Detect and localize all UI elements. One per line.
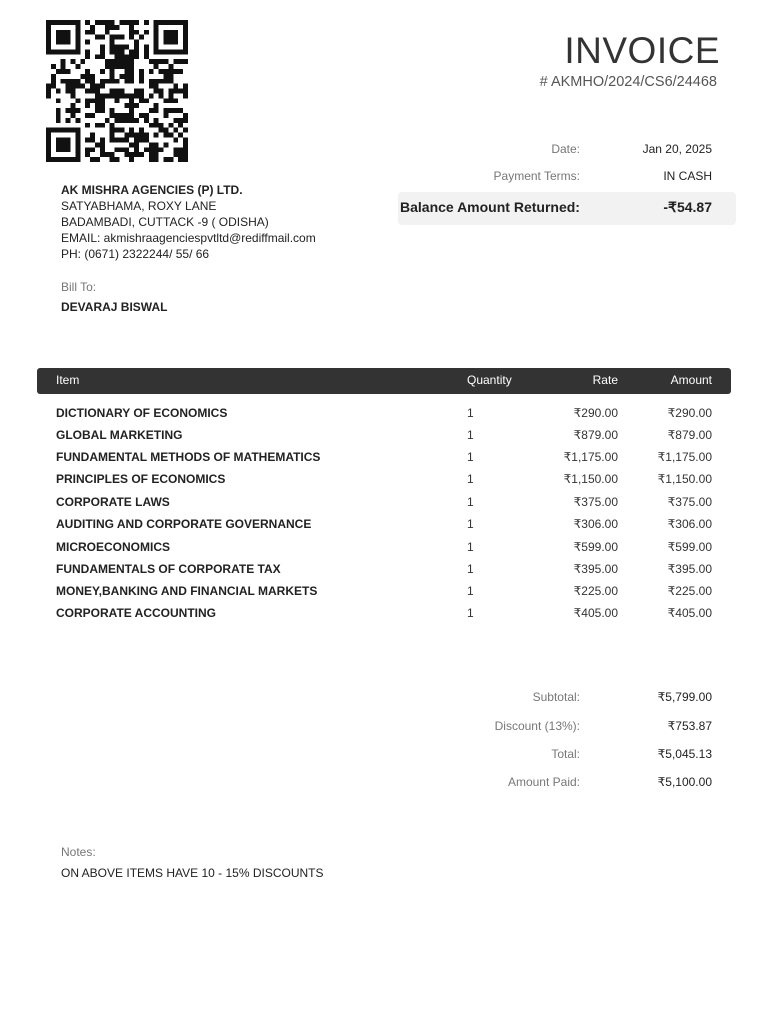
header-quantity: Quantity: [467, 373, 512, 387]
company-phone: PH: (0671) 2322244/ 55/ 66: [61, 247, 210, 261]
total-label: Total:: [551, 747, 580, 761]
row-item: MICROECONOMICS: [56, 540, 170, 554]
row-rate: ₹225.00: [573, 584, 618, 598]
row-item: CORPORATE ACCOUNTING: [56, 606, 216, 620]
notes-label: Notes:: [61, 845, 96, 859]
row-amount: ₹290.00: [667, 406, 712, 420]
row-amount: ₹1,175.00: [657, 450, 712, 464]
row-rate: ₹1,175.00: [563, 450, 618, 464]
row-item: PRINCIPLES OF ECONOMICS: [56, 472, 226, 486]
row-amount: ₹879.00: [667, 428, 712, 442]
row-item: GLOBAL MARKETING: [56, 428, 183, 442]
header-rate: Rate: [592, 373, 618, 387]
date-label: Date:: [551, 142, 580, 156]
row-quantity: 1: [467, 517, 474, 531]
total-value: ₹5,045.13: [657, 747, 712, 761]
table-row: [0, 517, 768, 539]
row-quantity: 1: [467, 406, 474, 420]
row-rate: ₹405.00: [573, 606, 618, 620]
table-row: [0, 540, 768, 562]
discount-label: Discount (13%):: [494, 719, 580, 733]
row-rate: ₹879.00: [573, 428, 618, 442]
row-amount: ₹375.00: [667, 495, 712, 509]
notes-text: ON ABOVE ITEMS HAVE 10 - 15% DISCOUNTS: [61, 866, 324, 880]
table-row: [0, 472, 768, 494]
table-row: [0, 450, 768, 472]
discount-value: ₹753.87: [667, 719, 712, 733]
row-rate: ₹1,150.00: [563, 472, 618, 486]
amount-paid-label: Amount Paid:: [507, 775, 580, 789]
amount-paid-value: ₹5,100.00: [657, 775, 712, 789]
bill-to-label: Bill To:: [61, 280, 97, 294]
header-item: Item: [56, 373, 80, 387]
qr-code: [46, 18, 188, 164]
row-amount: ₹405.00: [667, 606, 712, 620]
row-quantity: 1: [467, 472, 474, 486]
row-quantity: 1: [467, 540, 474, 554]
company-address-line2: BADAMBADI, CUTTACK -9 ( ODISHA): [61, 215, 269, 229]
row-item: CORPORATE LAWS: [56, 495, 170, 509]
row-item: AUDITING AND CORPORATE GOVERNANCE: [56, 517, 312, 531]
row-rate: ₹395.00: [573, 562, 618, 576]
date-value: Jan 20, 2025: [642, 142, 712, 156]
subtotal-value: ₹5,799.00: [657, 690, 712, 704]
row-amount: ₹599.00: [667, 540, 712, 554]
row-item: MONEY,BANKING AND FINANCIAL MARKETS: [56, 584, 318, 598]
row-rate: ₹306.00: [573, 517, 618, 531]
table-row: [0, 406, 768, 428]
invoice-title: INVOICE: [564, 30, 720, 71]
table-row: [0, 584, 768, 606]
invoice-number: # AKMHO/2024/CS6/24468: [539, 74, 717, 90]
payment-terms-label: Payment Terms:: [493, 169, 580, 183]
row-amount: ₹395.00: [667, 562, 712, 576]
company-address-line1: SATYABHAMA, ROXY LANE: [61, 199, 217, 213]
company-block: [61, 182, 316, 262]
row-item: FUNDAMENTAL METHODS OF MATHEMATICS: [56, 450, 321, 464]
row-quantity: 1: [467, 495, 474, 509]
company-email: EMAIL: akmishraagenciespvtltd@rediffmail.com: [61, 231, 316, 245]
balance-value: -₹54.87: [663, 199, 712, 215]
items-table-header: [37, 368, 731, 394]
row-quantity: 1: [467, 450, 474, 464]
row-rate: ₹375.00: [573, 495, 618, 509]
balance-label: Balance Amount Returned:: [400, 199, 580, 215]
row-amount: ₹306.00: [667, 517, 712, 531]
table-row: [0, 428, 768, 450]
row-quantity: 1: [467, 606, 474, 620]
company-name: AK MISHRA AGENCIES (P) LTD.: [61, 183, 243, 197]
row-amount: ₹1,150.00: [657, 472, 712, 486]
table-row: [0, 606, 768, 628]
payment-terms-value: IN CASH: [663, 169, 712, 183]
row-rate: ₹599.00: [573, 540, 618, 554]
row-item: DICTIONARY OF ECONOMICS: [56, 406, 228, 420]
row-amount: ₹225.00: [667, 584, 712, 598]
table-row: [0, 495, 768, 517]
subtotal-label: Subtotal:: [532, 690, 580, 704]
header-amount: Amount: [670, 373, 712, 387]
bill-to-name: DEVARAJ BISWAL: [61, 300, 168, 314]
row-rate: ₹290.00: [573, 406, 618, 420]
row-item: FUNDAMENTALS OF CORPORATE TAX: [56, 562, 281, 576]
row-quantity: 1: [467, 562, 474, 576]
table-row: [0, 562, 768, 584]
row-quantity: 1: [467, 584, 474, 598]
row-quantity: 1: [467, 428, 474, 442]
